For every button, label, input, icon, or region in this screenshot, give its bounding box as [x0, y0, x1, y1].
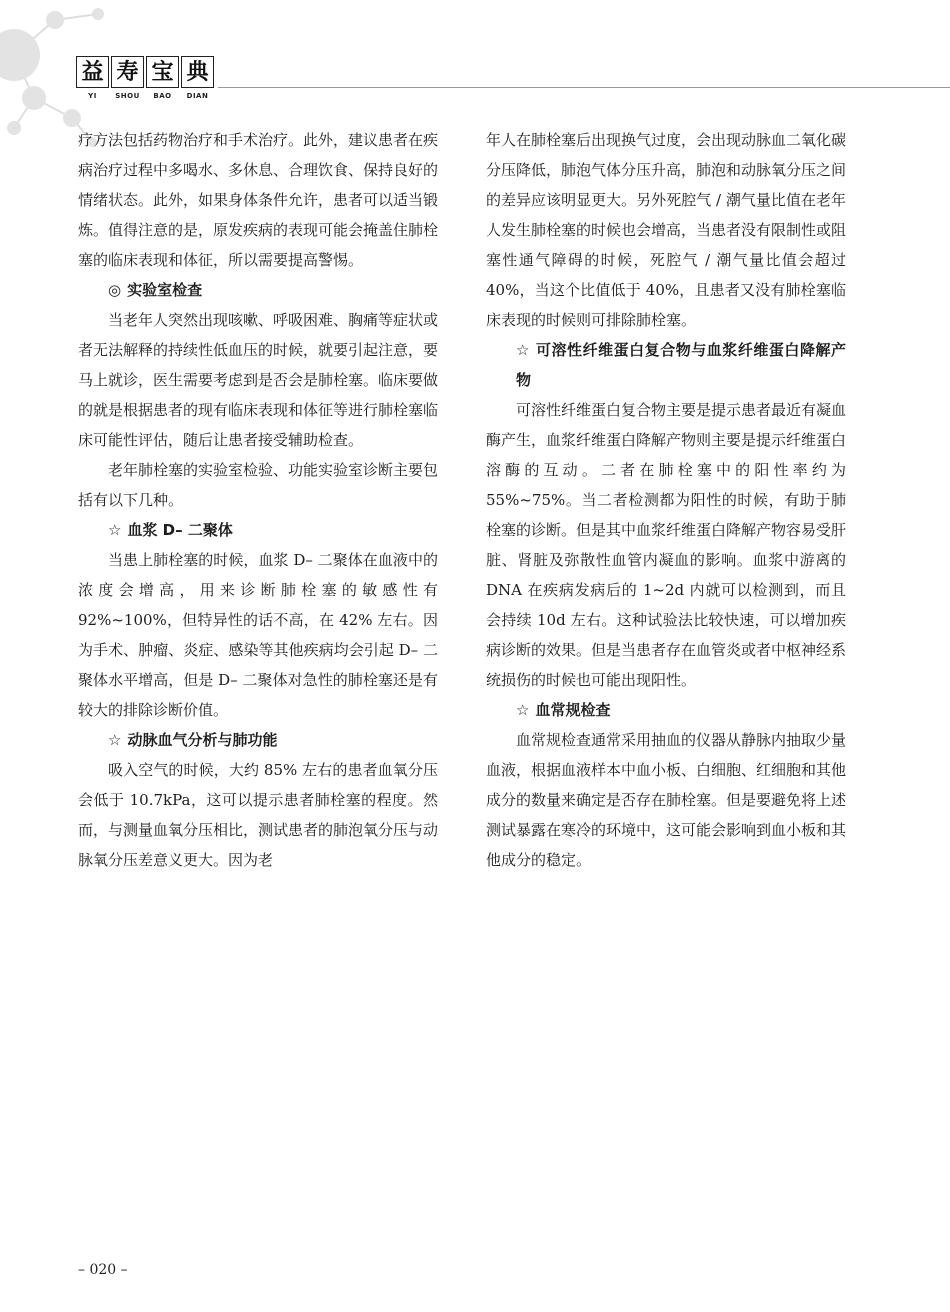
paragraph: 血常规检查通常采用抽血的仪器从静脉内抽取少量血液，根据血液样本中血小板、白细胞、红细胞和其他成分的数量来确定是否存在肺栓塞。但是要避免将上述测试暴露在寒冷的环境中，这可能会影响到血小板和其他成分的稳定。	[486, 731, 847, 869]
book-logo	[76, 56, 214, 100]
heading-text: 动脉血气分析与肺功能	[127, 731, 278, 749]
section-heading-blood-routine	[486, 695, 846, 725]
star-icon: ☆	[108, 731, 122, 749]
heading-text: 可溶性纤维蛋白复合物与血浆纤维蛋白降解产物	[516, 341, 846, 389]
star-icon: ☆	[108, 521, 122, 539]
heading-marker: ◎	[108, 281, 122, 299]
logo-char: 宝	[146, 56, 179, 88]
paragraph: 可溶性纤维蛋白复合物主要是提示患者最近有凝血酶产生，血浆纤维蛋白降解产物则主要是提示纤维蛋白溶酶的互动。二者在肺栓塞中的阳性率约为 55%~75%。当二者检测都为阳性的时候，有助于肺栓塞的诊断。但是其中血浆纤维蛋白降解产物容易受肝脏、肾脏及弥散性血管内凝血的影响。血浆中游离的 DNA 在疾病发病后的 1~2d 内就可以检测到，而且会持续 10d 左右。这种试验法比较快速，可以增加疾病诊断的效果。但是当患者存在血管炎或者中枢神经系统损伤的时候也可能出现阳性。	[486, 401, 847, 689]
section-heading-lab-tests	[78, 275, 438, 305]
logo-pinyin-syllable: BAO	[153, 92, 172, 100]
logo-char: 典	[181, 56, 214, 88]
logo-pinyin-syllable: SHOU	[115, 92, 140, 100]
logo-char: 益	[76, 56, 109, 88]
paragraph: 老年肺栓塞的实验室检验、功能实验室诊断主要包括有以下几种。	[78, 461, 439, 509]
paragraph: 疗方法包括药物治疗和手术治疗。此外，建议患者在疾病治疗过程中多喝水、多休息、合理饮食、保持良好的情绪状态。此外，如果身体条件允许，患者可以适当锻炼。值得注意的是，原发疾病的表现可能会掩盖住肺栓塞的临床表现和体征，所以需要提高警惕。	[78, 131, 439, 269]
heading-text: 血常规检查	[535, 701, 611, 719]
paragraph: 吸入空气的时候，大约 85% 左右的患者血氧分压会低于 10.7kPa，这可以提示患者肺栓塞的程度。然而，与测量血氧分压相比，测试患者的肺泡氧分压与动脉氧分压差意义更大。因为老	[78, 761, 439, 869]
paragraph: 当老年人突然出现咳嗽、呼吸困难、胸痛等症状或者无法解释的持续性低血压的时候，就要引起注意，要马上就诊，医生需要考虑到是否会是肺栓塞。临床要做的就是根据患者的现有临床表现和体征等进行肺栓塞临床可能性评估，随后让患者接受辅助检查。	[78, 311, 439, 449]
header-rule	[218, 87, 950, 88]
section-heading-d-dimer	[78, 515, 438, 545]
heading-text: 血浆 D– 二聚体	[127, 521, 233, 539]
logo-char: 寿	[111, 56, 144, 88]
heading-text: 实验室检查	[127, 281, 203, 299]
paragraph: 年人在肺栓塞后出现换气过度，会出现动脉血二氧化碳分压降低，肺泡气体分压升高，肺泡和动脉氧分压之间的差异应该明显更大。另外死腔气 / 潮气量比值在老年人发生肺栓塞的时候也会增高，当患者没有限制性或阻塞性通气障碍的时候，死腔气 / 潮气量比值会超过 40%，当这个比值低于 40%，且患者又没有肺栓塞临床表现的时候则可排除肺栓塞。	[486, 131, 847, 329]
logo-title	[76, 56, 214, 88]
logo-pinyin-syllable: DIAN	[186, 92, 209, 100]
star-icon: ☆	[516, 701, 530, 719]
right-column	[486, 125, 846, 875]
page-number: – 020 –	[78, 1262, 128, 1278]
section-heading-fibrin	[486, 335, 846, 395]
section-heading-blood-gas	[78, 725, 438, 755]
paragraph: 当患上肺栓塞的时候，血浆 D– 二聚体在血液中的浓度会增高，用来诊断肺栓塞的敏感性有 92%~100%，但特异性的话不高，在 42% 左右。因为手术、肿瘤、炎症、感染等其他疾病均会引起 D– 二聚体水平增高，但是 D– 二聚体对急性的肺栓塞还是有较大的排除诊断价值。	[78, 551, 438, 719]
left-column	[78, 125, 438, 875]
star-icon: ☆	[516, 341, 530, 359]
logo-pinyin-syllable: YI	[88, 92, 97, 100]
logo-pinyin	[76, 92, 214, 100]
